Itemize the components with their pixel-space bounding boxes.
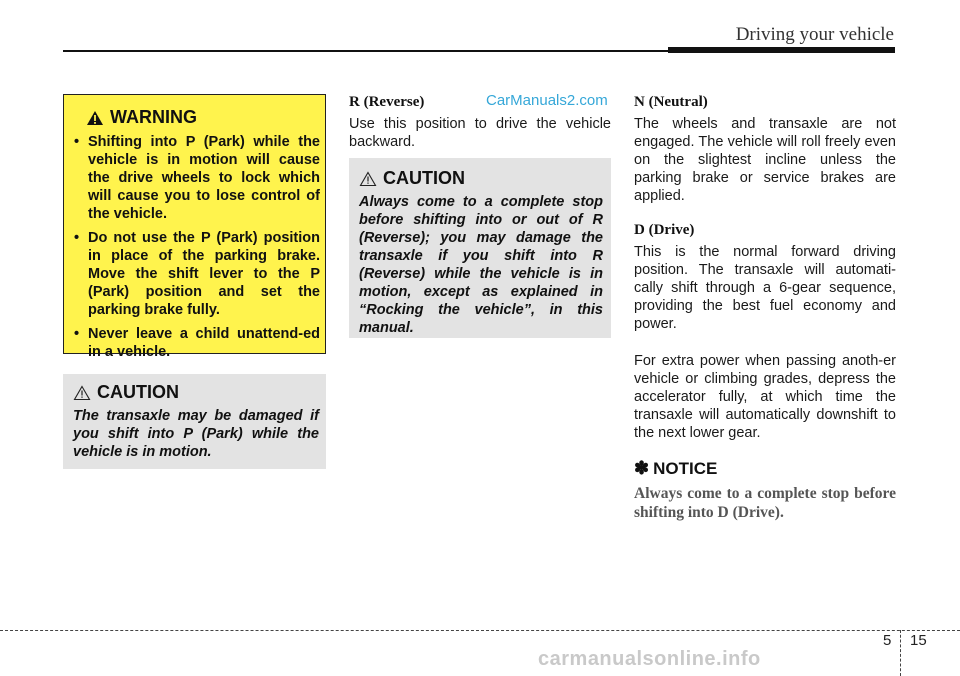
caution-title: CAUTION	[97, 382, 179, 402]
notice-text: Always come to a complete stop before shifting into D (Drive).	[634, 485, 896, 521]
warning-heading	[86, 107, 197, 128]
reverse-text: Use this position to drive the vehicle backward.	[349, 116, 611, 150]
caution-triangle-icon	[73, 385, 91, 401]
section-title: Driving your vehicle	[735, 24, 894, 45]
warning-box	[63, 94, 326, 360]
watermark-bottom: carmanualsonline.info	[538, 648, 761, 670]
caution-text: The transaxle may be damaged if you shift into P (Park) while the vehicle is in motion.	[73, 408, 319, 460]
warning-item: • Do not use the P (Park) position in place of the parking brake. Move the shift lever to the P (Park) position and set the parking brake fully.	[74, 229, 320, 319]
caution-box-left	[63, 374, 326, 469]
notice-star-icon: ✽	[634, 458, 650, 478]
drive-heading: D (Drive)	[634, 222, 695, 238]
header-rule-accent	[668, 47, 895, 53]
caution-heading	[359, 168, 465, 189]
warning-item: • Never leave a child unattend-ed in a vehicle.	[74, 325, 320, 361]
warning-list	[74, 133, 320, 367]
notice-title: NOTICE	[653, 458, 718, 478]
page-divider	[900, 630, 901, 676]
caution-heading	[73, 382, 179, 403]
caution-text: Always come to a complete stop before shifting into or out of R (Reverse); you may damage the transaxle if you shift into R (Reverse) while the vehicle is in motion, except as explained in “Rocking the vehicle”, in this manual.	[359, 194, 603, 336]
caution-title: CAUTION	[383, 168, 465, 188]
neutral-heading: N (Neutral)	[634, 94, 708, 110]
drive-extra-text: For extra power when passing anoth-er vehicle or climbing grades, depress the accelerator fully, at which time the transaxle will automatically downshift to the next lower gear.	[634, 353, 896, 441]
page-number: 15	[910, 632, 927, 649]
reverse-heading: R (Reverse)	[349, 94, 425, 110]
header-rule	[63, 50, 673, 52]
warning-title: WARNING	[110, 107, 197, 127]
footer-rule	[0, 630, 960, 631]
warning-triangle-icon	[86, 110, 104, 126]
warning-item: • Shifting into P (Park) while the vehicle is in motion will cause the drive wheels to lock which will cause you to lose control of the vehicle.	[74, 133, 320, 223]
watermark-top: CarManuals2.com	[486, 92, 608, 109]
neutral-text: The wheels and transaxle are not engaged. The vehicle will roll freely even on the slightest incline unless the parking brake or service brakes are applied.	[634, 116, 896, 204]
drive-text: This is the normal forward driving position. The transaxle will automati-cally shift through a 6-gear sequence, providing the best fuel economy and power.	[634, 244, 896, 332]
caution-triangle-icon	[359, 171, 377, 187]
notice-heading	[634, 458, 717, 479]
chapter-number: 5	[883, 632, 892, 649]
caution-box-middle	[349, 158, 611, 338]
